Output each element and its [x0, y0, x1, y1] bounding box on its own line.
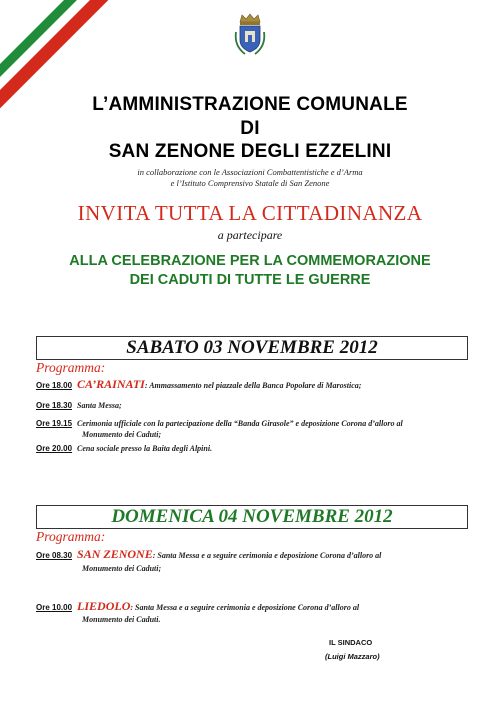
saturday-date-title: SABATO 03 NOVEMBRE 2012: [126, 337, 378, 358]
saturday-item-continuation: [82, 429, 466, 441]
sunday-item-continuation: [82, 563, 466, 575]
event-description: Santa Messa e a seguire cerimonia e deposizione Corona d’alloro al: [133, 603, 360, 612]
event-description: Cena sociale presso la Baita degli Alpini.: [77, 444, 213, 453]
event-time: Ore 18.00: [36, 381, 73, 390]
collaboration-line-2: e l’Istituto Comprensivo Statale di San Zenone: [170, 178, 330, 188]
invite-heading: INVITA TUTTA LA CITTADINANZA: [77, 201, 423, 225]
event-time: Ore 10.00: [36, 603, 73, 612]
invite-subheading: a partecipare: [217, 228, 283, 242]
event-separator: :: [152, 551, 156, 560]
sunday-item: [36, 548, 466, 562]
event-place: CA’RAINATI: [77, 377, 145, 391]
municipal-crest-icon: [233, 12, 267, 58]
collaboration-line-1: in collaborazione con le Associazioni Combattentistiche e d’Arma: [137, 167, 363, 177]
saturday-date-box: [36, 336, 468, 360]
event-description-line2: Monumento dei Caduti;: [82, 564, 162, 573]
celebration-line-1: ALLA CELEBRAZIONE PER LA COMMEMORAZIONE: [69, 253, 431, 269]
title-line-2: DI: [240, 118, 260, 139]
title-line-1: L’AMMINISTRAZIONE COMUNALE: [92, 94, 408, 115]
event-description: Ammassamento nel piazzale della Banca Popolare di Marostica;: [147, 381, 362, 390]
sunday-programma-label: Programma:: [36, 529, 106, 544]
event-description: Cerimonia ufficiale con la partecipazione della “Banda Girasole” e deposizione Corona d’alloro al: [77, 419, 403, 428]
saturday-item: [36, 400, 466, 412]
event-place: SAN ZENONE: [77, 547, 153, 561]
saturday-programma-label: Programma:: [36, 360, 106, 375]
saturday-item: [36, 378, 466, 392]
event-description-line2: Monumento dei Caduti;: [82, 430, 162, 439]
event-description-line2: Monumento dei Caduti.: [82, 615, 161, 624]
sunday-item: [36, 600, 466, 614]
event-time: Ore 08.30: [36, 551, 73, 560]
event-separator: :: [130, 603, 134, 612]
event-time: Ore 19.15: [36, 419, 73, 428]
event-time: Ore 20.00: [36, 444, 73, 453]
event-separator: :: [144, 381, 148, 390]
event-description: Santa Messa e a seguire cerimonia e deposizione Corona d’alloro al: [155, 551, 382, 560]
signature-name: (Luigi Mazzaro): [325, 652, 380, 661]
title-line-3: SAN ZENONE DEGLI EZZELINI: [108, 141, 392, 162]
event-description: Santa Messa;: [77, 401, 122, 410]
sunday-item-continuation: [82, 614, 466, 626]
event-time: Ore 18.30: [36, 401, 73, 410]
signature-role: IL SINDACO: [329, 638, 373, 647]
saturday-item: [36, 443, 466, 455]
sunday-date-title: DOMENICA 04 NOVEMBRE 2012: [111, 506, 393, 527]
sunday-date-box: [36, 505, 468, 529]
celebration-line-2: DEI CADUTI DI TUTTE LE GUERRE: [129, 272, 371, 288]
event-place: LIEDOLO: [77, 599, 131, 613]
